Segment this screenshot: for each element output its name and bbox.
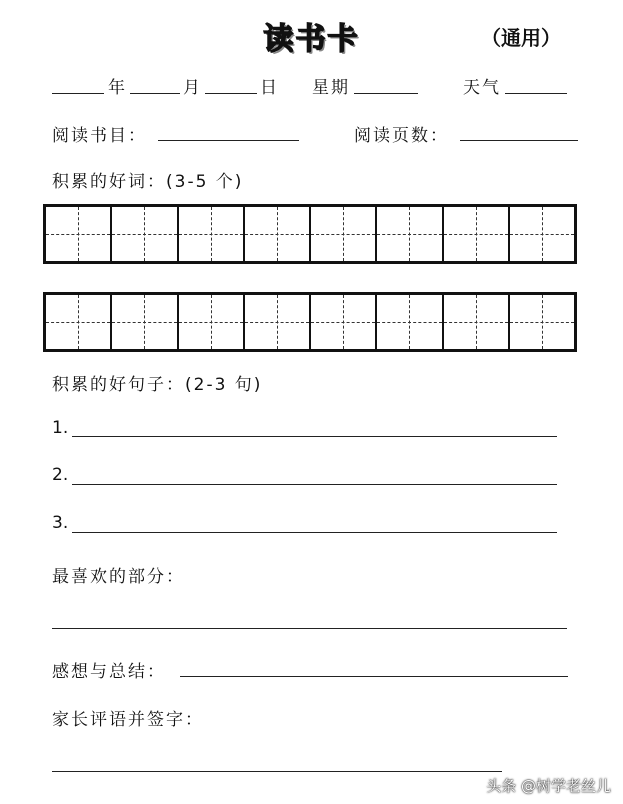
day-blank[interactable] — [205, 93, 257, 94]
word-cell[interactable] — [46, 207, 112, 261]
word-cell[interactable] — [444, 295, 510, 349]
words-section-label: 积累的好词：(3-5 个) — [52, 172, 244, 192]
word-cell[interactable] — [510, 295, 574, 349]
sentence-number-2: 2. — [52, 465, 69, 485]
word-cell[interactable] — [179, 295, 245, 349]
favorite-part-line[interactable] — [52, 628, 567, 629]
weekday-label: 星期 — [312, 78, 350, 98]
word-cell[interactable] — [112, 295, 178, 349]
word-cell[interactable] — [112, 207, 178, 261]
thoughts-line[interactable] — [180, 676, 568, 677]
word-cell[interactable] — [444, 207, 510, 261]
weather-label: 天气 — [463, 78, 501, 98]
word-cell[interactable] — [510, 207, 574, 261]
weekday-blank[interactable] — [354, 93, 418, 94]
month-blank[interactable] — [130, 93, 180, 94]
word-cell[interactable] — [245, 295, 311, 349]
sentence-line-2[interactable] — [72, 484, 557, 485]
year-label: 年 — [108, 78, 127, 98]
book-title-blank[interactable] — [158, 140, 299, 141]
month-label: 月 — [183, 78, 202, 98]
word-cell[interactable] — [311, 295, 377, 349]
book-title-label: 阅读书目： — [52, 126, 147, 146]
word-cell[interactable] — [377, 295, 443, 349]
sentence-line-1[interactable] — [72, 436, 557, 437]
watermark: 头条 @树学老丝儿 — [486, 777, 611, 795]
sentence-line-3[interactable] — [72, 532, 557, 533]
favorite-part-label: 最喜欢的部分： — [52, 567, 185, 587]
pages-label: 阅读页数： — [354, 126, 449, 146]
general-badge: （通用） — [481, 26, 561, 50]
thoughts-label: 感想与总结： — [52, 662, 166, 682]
card-title: 读书卡 — [263, 22, 360, 57]
word-cell[interactable] — [377, 207, 443, 261]
sentence-number-3: 3. — [52, 513, 69, 533]
parent-comment-line[interactable] — [52, 771, 502, 772]
word-cell[interactable] — [179, 207, 245, 261]
sentences-section-label: 积累的好句子：(2-3 句) — [52, 375, 263, 395]
weather-blank[interactable] — [505, 93, 567, 94]
word-grid-row-1[interactable] — [43, 204, 577, 264]
year-blank[interactable] — [52, 93, 104, 94]
word-cell[interactable] — [245, 207, 311, 261]
word-cell[interactable] — [46, 295, 112, 349]
pages-blank[interactable] — [460, 140, 578, 141]
day-label: 日 — [260, 78, 279, 98]
word-grid-row-2[interactable] — [43, 292, 577, 352]
word-cell[interactable] — [311, 207, 377, 261]
sentence-number-1: 1. — [52, 418, 69, 438]
parent-comment-label: 家长评语并签字： — [52, 710, 204, 730]
